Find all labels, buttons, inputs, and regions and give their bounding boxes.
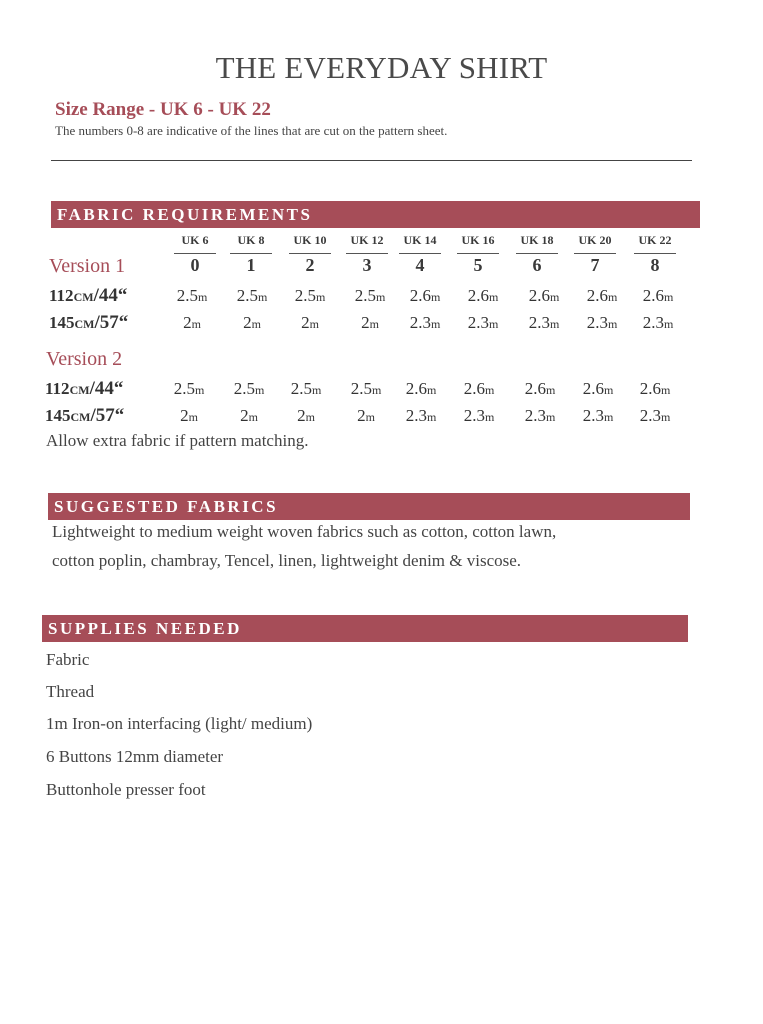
amount-value: 2.5 (236, 286, 258, 305)
fabric-amount (278, 379, 334, 399)
size-header: UK 18 (520, 233, 554, 247)
fabric-amount (512, 379, 568, 399)
amount-value: 2 (243, 313, 252, 332)
amount-unit: m (197, 290, 208, 304)
amount-value: 2.5 (294, 286, 316, 305)
fabric-amount (630, 286, 686, 306)
amount-value: 2 (240, 406, 249, 425)
width-cm: 145 (49, 313, 75, 332)
amount-unit: m (430, 317, 441, 331)
amount-value: 2.5 (176, 286, 198, 305)
amount-value: 2.6 (463, 379, 485, 398)
amount-unit: m (254, 383, 265, 397)
fabric-width-label (45, 405, 124, 427)
size-header: UK 22 (638, 233, 672, 247)
amount-unit: m (375, 290, 386, 304)
cut-line-number: 8 (634, 253, 676, 276)
fabric-amount (342, 286, 398, 306)
fabric-amount (393, 379, 449, 399)
amount-value: 2.3 (586, 313, 608, 332)
fabric-amount (630, 313, 686, 333)
size-header: UK 8 (237, 233, 265, 247)
amount-unit: m (603, 383, 614, 397)
cut-line-number: 4 (399, 253, 441, 276)
suggested-fabrics-line-1: Lightweight to medium weight woven fabrics such as cotton, cotton lawn, (52, 522, 557, 541)
fabric-amount (342, 313, 398, 333)
fabric-amount (516, 313, 572, 333)
fabric-amount (224, 313, 280, 333)
size-header: UK 20 (578, 233, 612, 247)
amount-unit: m (484, 410, 495, 424)
amount-unit: m (488, 317, 499, 331)
supply-item: 6 Buttons 12mm diameter (46, 747, 224, 766)
fabric-amount (338, 406, 394, 426)
amount-value: 2.6 (467, 286, 489, 305)
amount-unit: m (484, 383, 495, 397)
amount-value: 2.3 (405, 406, 427, 425)
width-unit: CM (70, 410, 91, 424)
amount-unit: m (365, 410, 375, 424)
amount-unit: m (309, 317, 319, 331)
amount-unit: m (426, 383, 437, 397)
supply-item: Fabric (46, 650, 90, 669)
amount-value: 2.6 (642, 286, 664, 305)
fabric-requirements-heading: FABRIC REQUIREMENTS (51, 201, 700, 228)
page-title: THE EVERYDAY SHIRT (215, 50, 548, 85)
amount-unit: m (545, 410, 556, 424)
fabric-amount (455, 286, 511, 306)
fabric-width-label (49, 312, 128, 334)
amount-value: 2.3 (524, 406, 546, 425)
fabric-amount (397, 313, 453, 333)
width-cm: 145 (45, 406, 71, 425)
amount-value: 2.6 (409, 286, 431, 305)
amount-unit: m (603, 410, 614, 424)
width-unit: CM (73, 290, 94, 304)
amount-unit: m (663, 317, 674, 331)
fabric-amount (574, 286, 630, 306)
fabric-amount (282, 313, 338, 333)
amount-value: 2.3 (463, 406, 485, 425)
amount-value: 2.5 (233, 379, 255, 398)
amount-unit: m (191, 317, 201, 331)
suggested-fabrics-heading: SUGGESTED FABRICS (48, 493, 690, 520)
supply-item: Thread (46, 682, 95, 701)
amount-unit: m (426, 410, 437, 424)
version-label: Version 2 (46, 348, 123, 370)
amount-unit: m (549, 290, 560, 304)
amount-unit: m (194, 383, 205, 397)
fabric-amount (224, 286, 280, 306)
supply-item: Buttonhole presser foot (46, 780, 206, 799)
amount-value: 2.6 (528, 286, 550, 305)
width-unit: CM (74, 317, 95, 331)
suggested-fabrics-line-2: cotton poplin, chambray, Tencel, linen, lightweight denim & viscose. (52, 551, 522, 570)
fabric-amount (455, 313, 511, 333)
amount-value: 2.6 (405, 379, 427, 398)
amount-value: 2.3 (467, 313, 489, 332)
amount-unit: m (257, 290, 268, 304)
amount-unit: m (251, 317, 261, 331)
fabric-amount (161, 379, 217, 399)
amount-unit: m (311, 383, 322, 397)
amount-value: 2.6 (586, 286, 608, 305)
amount-value: 2 (301, 313, 310, 332)
amount-unit: m (607, 317, 618, 331)
fabric-amount (282, 286, 338, 306)
amount-value: 2 (183, 313, 192, 332)
amount-unit: m (660, 410, 671, 424)
cut-line-number: 6 (516, 253, 558, 276)
width-inches: /57“ (90, 405, 125, 426)
width-inches: /57“ (94, 312, 129, 333)
fabric-amount (512, 406, 568, 426)
width-inches: /44“ (93, 285, 128, 306)
amount-value: 2 (180, 406, 189, 425)
amount-value: 2 (361, 313, 370, 332)
width-cm: 112 (45, 379, 70, 398)
size-header: UK 14 (403, 233, 437, 247)
amount-unit: m (430, 290, 441, 304)
amount-value: 2.6 (582, 379, 604, 398)
amount-value: 2 (357, 406, 366, 425)
pattern-matching-note: Allow extra fabric if pattern matching. (46, 431, 309, 450)
amount-unit: m (549, 317, 560, 331)
cut-line-number: 7 (574, 253, 616, 276)
version-label: Version 1 (49, 255, 126, 277)
size-range: Size Range - UK 6 - UK 22 (55, 99, 271, 120)
divider (51, 160, 692, 161)
cut-line-number: 1 (230, 253, 272, 276)
amount-unit: m (663, 290, 674, 304)
fabric-amount (570, 379, 626, 399)
fabric-amount (570, 406, 626, 426)
amount-unit: m (371, 383, 382, 397)
fabric-amount (164, 286, 220, 306)
amount-value: 2.3 (639, 406, 661, 425)
amount-value: 2.5 (173, 379, 195, 398)
amount-value: 2.3 (582, 406, 604, 425)
amount-unit: m (188, 410, 198, 424)
fabric-amount (221, 379, 277, 399)
amount-value: 2.6 (524, 379, 546, 398)
amount-value: 2.5 (354, 286, 376, 305)
amount-value: 2 (297, 406, 306, 425)
amount-unit: m (305, 410, 315, 424)
amount-value: 2.5 (350, 379, 372, 398)
amount-value: 2.3 (409, 313, 431, 332)
fabric-amount (574, 313, 630, 333)
fabric-amount (627, 406, 683, 426)
fabric-amount (451, 406, 507, 426)
fabric-width-label (49, 285, 127, 307)
amount-value: 2.3 (528, 313, 550, 332)
fabric-amount (627, 379, 683, 399)
cut-line-number: 2 (289, 253, 331, 276)
amount-unit: m (369, 317, 379, 331)
size-header: UK 10 (293, 233, 327, 247)
fabric-amount (451, 379, 507, 399)
amount-unit: m (488, 290, 499, 304)
fabric-amount (278, 406, 334, 426)
fabric-amount (397, 286, 453, 306)
cut-line-number: 0 (174, 253, 216, 276)
width-cm: 112 (49, 286, 74, 305)
width-inches: /44“ (89, 378, 124, 399)
fabric-amount (393, 406, 449, 426)
fabric-amount (338, 379, 394, 399)
cut-line-number: 5 (457, 253, 499, 276)
supplies-heading: SUPPLIES NEEDED (42, 615, 688, 642)
amount-value: 2.5 (290, 379, 312, 398)
supply-item: 1m Iron-on interfacing (light/ medium) (46, 714, 313, 733)
fabric-amount (164, 313, 220, 333)
cut-line-number: 3 (346, 253, 388, 276)
fabric-amount (516, 286, 572, 306)
size-header: UK 16 (461, 233, 495, 247)
amount-unit: m (545, 383, 556, 397)
fabric-width-label (45, 378, 123, 400)
fabric-amount (221, 406, 277, 426)
fabric-amount (161, 406, 217, 426)
amount-value: 2.6 (639, 379, 661, 398)
amount-unit: m (248, 410, 258, 424)
size-header: UK 12 (350, 233, 384, 247)
size-note: The numbers 0-8 are indicative of the lines that are cut on the pattern sheet. (55, 123, 448, 138)
size-header: UK 6 (181, 233, 209, 247)
amount-unit: m (660, 383, 671, 397)
amount-value: 2.3 (642, 313, 664, 332)
width-unit: CM (69, 383, 90, 397)
amount-unit: m (315, 290, 326, 304)
amount-unit: m (607, 290, 618, 304)
